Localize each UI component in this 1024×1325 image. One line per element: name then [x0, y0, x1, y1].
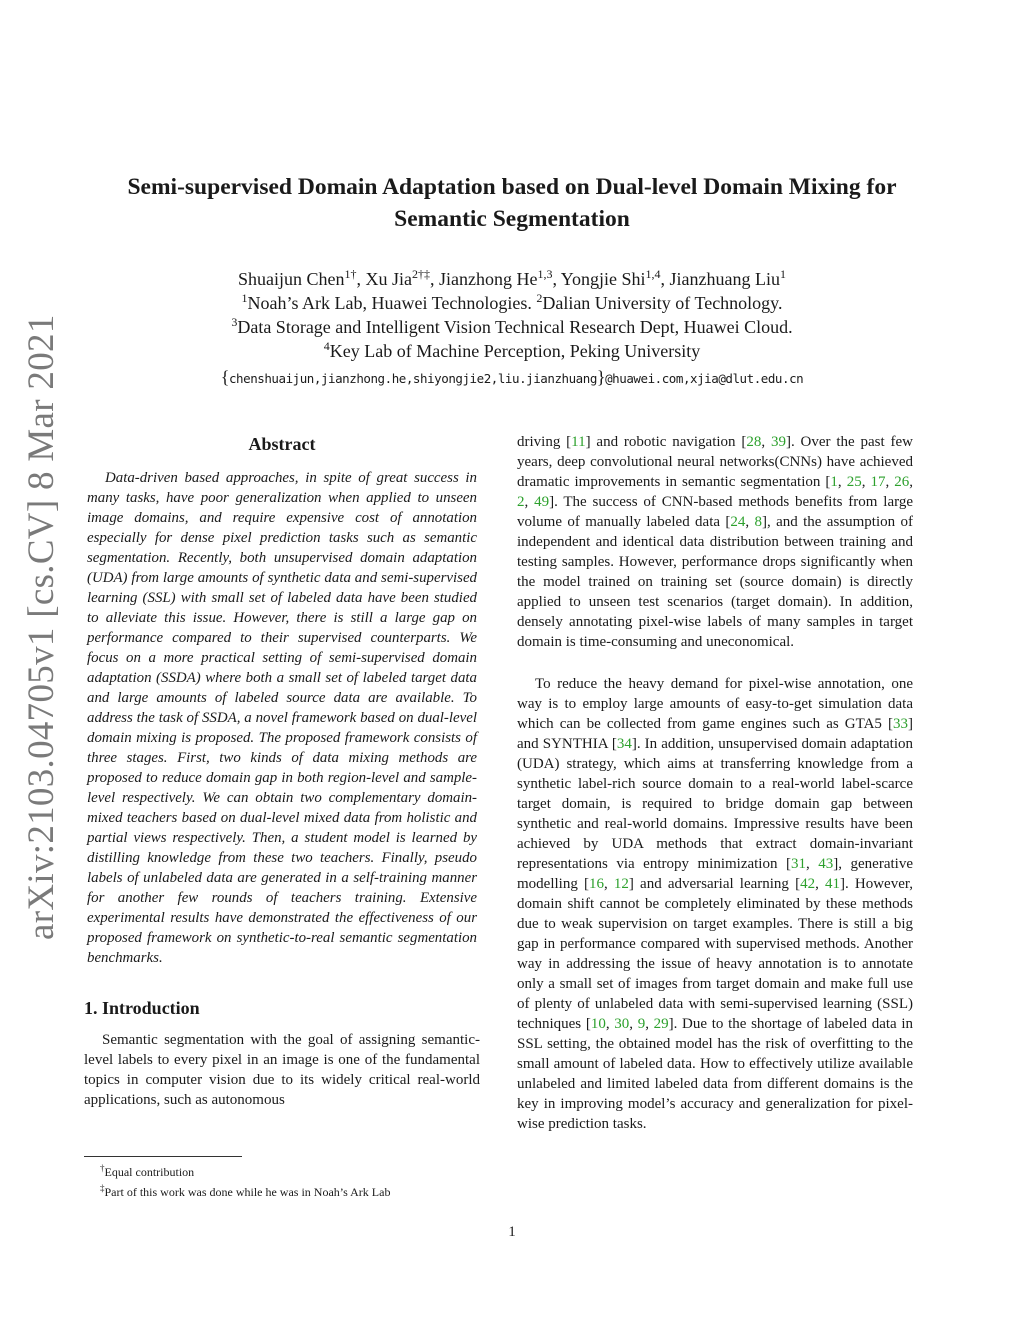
citation-link[interactable]: 8 — [754, 514, 762, 530]
author-affiliation-mark: 2†‡ — [411, 267, 430, 281]
citation-separator: , — [524, 494, 535, 510]
citation-separator: , — [861, 474, 871, 490]
author-affiliation-mark: 1,3 — [537, 267, 553, 281]
body-text: ], and the assumption of independent and identical data distribution between training and testing samples. However, performance drops significantly when the model trained on training set (source domain) is directly applied to unseen test scenarios (target domain). In addition, densely annotating pixel-wise labels of many samples in target domain is time-consuming and uneconomical. — [517, 514, 913, 650]
citation-link[interactable]: 26 — [894, 474, 910, 490]
citation-link[interactable]: 16 — [588, 876, 604, 892]
title-line-2: Semantic Segmentation — [394, 206, 630, 232]
citation-link[interactable]: 33 — [893, 716, 908, 732]
body-text: ]. However, domain shift cannot be completely eliminated by these methods due to weak supervision on target examples. There is still a big gap in performance compared with supervised methods. Another way in addressing the issue of heavy annotation is to annotate only a small set of images from target domain and make full use of plenty of unlabeled data with semi-supervised learning (SSL) techniques [ — [517, 876, 914, 1032]
citation-separator: , — [645, 1016, 654, 1032]
right-column — [517, 432, 913, 1134]
author-emails — [60, 367, 964, 389]
author-affiliation-mark: 1,4 — [645, 267, 661, 281]
affiliation-line-1 — [60, 291, 964, 315]
citation-link[interactable]: 29 — [653, 1016, 669, 1032]
body-text: driving [ — [517, 434, 572, 450]
affiliation-mark: 3 — [231, 315, 238, 329]
citation-link[interactable]: 30 — [614, 1016, 630, 1032]
intro-paragraph-1-continued — [517, 432, 913, 652]
intro-paragraph-1: Semantic segmentation with the goal of assigning semantic-level labels to every pixel in an image is one of the fundamental topics in computer vision due to its widely critical real-world applications, such as autonomous — [84, 1032, 480, 1108]
email-close-brace: } — [596, 367, 606, 387]
citation-link[interactable]: 10 — [590, 1016, 606, 1032]
citation-link[interactable]: 43 — [818, 856, 834, 872]
footnote-text: Part of this work was done while he was in Noah’s Ark Lab — [104, 1185, 391, 1199]
section-heading-introduction: 1. Introduction — [84, 998, 200, 1018]
affiliation-line-2 — [60, 315, 964, 339]
body-text: ] and SYNTHIA [ — [517, 716, 913, 752]
paper-title — [80, 171, 944, 235]
body-text: ], generative modelling [ — [517, 856, 913, 892]
author-name: , Jianzhuang Liu — [660, 269, 780, 289]
body-text: ]. In addition, unsupervised domain adaptation (UDA) strategy, which aims at transferring knowledge from a synthetic label-rich source domain to a real-world label-scarce target domain, is required to bridge domain gap between synthetic and real-world domains. Impressive results have been achieved by UDA methods that extract domain-invariant representations via entropy minimization [ — [517, 736, 914, 872]
affiliation-line-3 — [60, 339, 964, 363]
author-name: Shuaijun Chen — [237, 269, 345, 289]
citation-link[interactable]: 2 — [517, 494, 525, 510]
intro-paragraph-2 — [517, 674, 913, 1134]
author-affiliation-mark: 1† — [344, 267, 357, 281]
body-text: ]. Over the past few years, deep convolutional neural networks(CNNs) have achieved dramatic improvements in semantic segmentation [ — [517, 434, 913, 490]
affiliation-mark: 2 — [536, 291, 543, 305]
citation-link[interactable]: 42 — [800, 876, 816, 892]
body-text: ]. Due to the shortage of labeled data in SSL setting, the obtained model has the risk of overfitting to the small amount of labeled data. How to effectively utilize available unlabeled and limited labeled data from different domains is the key in improving model’s accuracy and generalization for pixel-wise prediction tasks. — [517, 1016, 914, 1132]
author-name: , Jianzhong He — [429, 269, 538, 289]
citation-link[interactable]: 39 — [770, 434, 786, 450]
author-affiliation-mark: 1 — [780, 267, 786, 281]
citation-link[interactable]: 1 — [830, 474, 838, 490]
affiliation: Key Lab of Machine Perception, Peking University — [329, 341, 701, 361]
citation-separator: , — [605, 1016, 615, 1032]
body-text: ] and adversarial learning [ — [628, 876, 801, 892]
body-text: ]. The success of CNN-based methods benefits from large volume of manually labeled data [ — [517, 494, 914, 530]
title-line-1: Semi-supervised Domain Adaptation based on Dual-level Domain Mixing for — [127, 174, 897, 200]
body-text: To reduce the heavy demand for pixel-wise annotation, one way is to employ large amounts of easy-to-get simulation data which can be collected from game engines such as GTA5 [ — [517, 676, 913, 732]
author-name: , Xu Jia — [356, 269, 412, 289]
email-usernames: chenshuaijun,jianzhong.he,shiyongjie2,liu.jianzhuang — [228, 371, 597, 386]
citation-link[interactable]: 25 — [846, 474, 862, 490]
author-block — [60, 267, 964, 363]
citation-separator: , — [909, 474, 913, 490]
affiliation-mark: 4 — [323, 339, 330, 353]
footnote-text: Equal contribution — [104, 1165, 195, 1179]
abstract-text: Data-driven based approaches, in spite of great success in many tasks, have poor generalization when applied to unseen image domains, and require expensive cost of annotation especially for dense pixel prediction tasks such as semantic segmentation. Recently, both unsupervised domain adaptation (UDA) from large amounts of synthetic data and semi-supervised learning (SSL) with small set of labeled data have been studied to alleviate this issue. However, there is still a large gap on performance compared to their supervised counterparts. We focus on a more practical setting of semi-supervised domain adaptation (SSDA) where both a small set of labeled target data and large amounts of labeled source data are available. To address the task of SSDA, a novel framework based on dual-level domain mixing is proposed. The proposed framework consists of three stages. First, two kinds of data mixing methods are proposed to reduce domain gap in both region-level and sample-level respectively. We can obtain two complementary domain-mixed teachers based on dual-level mixed data from holistic and partial views respectively. Then, a student model is learned by distilling knowledge from these two teachers. Finally, pseudo labels of unlabeled data are generated in a self-training manner for another few rounds of teachers training. Extensive experimental results have demonstrated the effectiveness of our proposed framework on synthetic-to-real semantic segmentation benchmarks. — [87, 470, 477, 966]
citation-link[interactable]: 9 — [637, 1016, 646, 1032]
citation-link[interactable]: 31 — [791, 856, 806, 872]
email-domains: @huawei.com,xjia@dlut.edu.cn — [605, 371, 804, 386]
affiliation: Noah’s Ark Lab, Huawei Technologies. — [247, 293, 537, 313]
citation-link[interactable]: 17 — [870, 474, 886, 490]
author-list — [60, 267, 964, 291]
footnote-noahs-ark — [84, 1180, 480, 1200]
affiliation: Data Storage and Intelligent Vision Technical Research Dept, Huawei Cloud. — [237, 317, 793, 337]
footnote-mark: † — [100, 1163, 105, 1173]
citation-separator: , — [815, 876, 825, 892]
abstract-heading: Abstract — [248, 434, 316, 454]
citation-link[interactable]: 28 — [746, 434, 762, 450]
citation-separator: , — [603, 876, 614, 892]
citation-separator: , — [629, 1016, 638, 1032]
page-number: 1 — [508, 1224, 516, 1240]
citation-separator: , — [885, 474, 895, 490]
citation-link[interactable]: 11 — [571, 434, 586, 450]
citation-link[interactable]: 12 — [613, 876, 629, 892]
citation-separator: , — [806, 856, 819, 872]
arxiv-identifier: arXiv:2103.04705v1 [cs.CV] 8 Mar 2021 — [21, 314, 62, 940]
footnote-divider — [84, 1156, 242, 1157]
email-open-brace: { — [220, 367, 229, 387]
citation-link[interactable]: 24 — [730, 514, 746, 530]
citation-link[interactable]: 34 — [616, 736, 632, 752]
affiliation-mark: 1 — [241, 291, 248, 305]
affiliation: Dalian University of Technology. — [542, 293, 783, 313]
citation-link[interactable]: 49 — [534, 494, 550, 510]
citation-separator: , — [837, 474, 847, 490]
author-name: , Yongjie Shi — [552, 269, 646, 289]
citation-separator: , — [745, 514, 755, 530]
left-column — [84, 432, 480, 1110]
citation-separator: , — [761, 434, 771, 450]
body-text: ] and robotic navigation [ — [585, 434, 747, 450]
footnotes — [84, 1160, 480, 1200]
footnote-equal-contribution — [84, 1160, 480, 1180]
citation-link[interactable]: 41 — [825, 876, 840, 892]
footnote-mark: ‡ — [100, 1183, 105, 1193]
